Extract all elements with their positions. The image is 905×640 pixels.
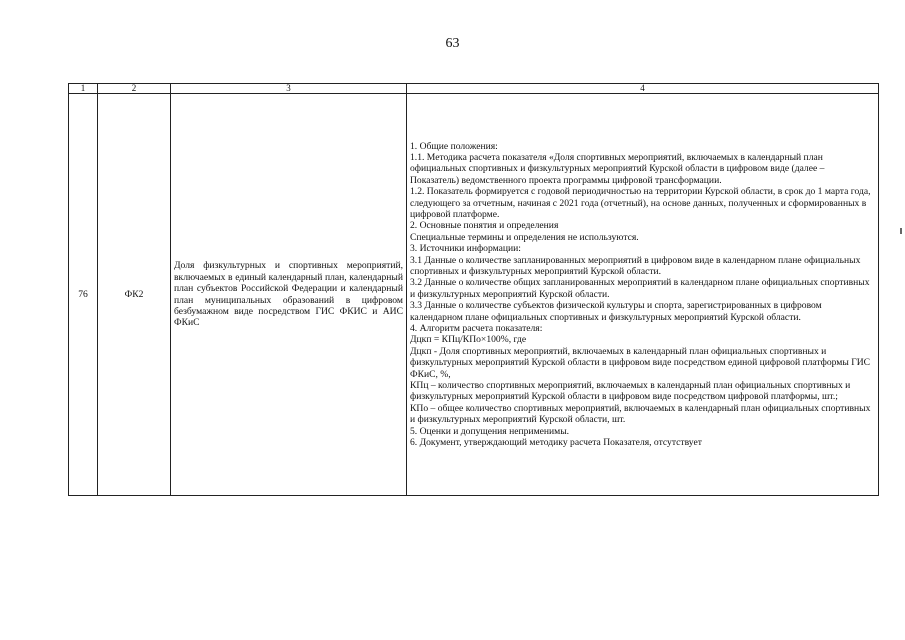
method-line: 5. Оценки и допущения неприменимы. [410,425,570,437]
method-line: Дцкп - Доля спортивных мероприятий, включаемых в календарный план официальных спортивных и физкультурных мероприятий Курской области в цифровом виде посредством единой цифровой платформы ГИС ФКиС, %, [410,345,871,380]
column-header-1: 1 [69,84,98,94]
method-line: 3.2 Данные о количестве общих запланированных мероприятий в календарном плане официальных спортивных и физкультурных мероприятий Курской области. [410,277,870,300]
method-line: 3. Источники информации: [410,243,521,255]
page-number: 63 [445,36,460,51]
indicator-code: ФК2 [98,94,171,496]
method-line: 1.2. Показатель формируется с годовой периодичностью на территории Курской области, в срок до 1 марта года, следующего за отчетным, начиная с 2021 года (отчетный), на основе данных, полученных и сформированных в цифровой платформе. [410,186,871,220]
table-row [69,94,879,496]
method-line: 2. Основные понятия и определения [410,220,559,232]
column-header-2: 2 [98,84,171,94]
method-line: 1. Общие положения: [410,140,498,152]
method-line: 3.3 Данные о количестве субъектов физической культуры и спорта, зарегистрированных в цифровом календарном плане официальных спортивных и физкультурных мероприятий Курской области. [410,300,822,323]
method-line: Специальные термины и определения не используются. [410,231,639,243]
column-header-3: 3 [171,84,407,94]
method-line: Дцкп = КПц/КПо×100%, где [410,334,527,346]
indicator-name: Доля физкультурных и спортивных мероприятий, включаемых в единый календарный план, календарный план субъектов Российской Федерации и календарный план муниципальных образований в цифровом безбумажном виде посредством ГИС ФКИС и АИС ФКиС [171,94,407,496]
methodology-table [68,83,879,496]
method-line: КПо – общее количество спортивных мероприятий, включаемых в календарный план официальных спортивных и физкультурных мероприятий Курской области, шт. [410,402,871,426]
method-line: 4. Алгоритм расчета показателя: [410,323,543,335]
methodology-cell [407,94,879,496]
method-line: 6. Документ, утверждающий методику расчета Показателя, отсутствует [410,437,702,449]
method-line: 3.1 Данные о количестве запланированных мероприятий в цифровом виде в календарном плане официальных спортивных и физкультурных мероприятий Курской области. [410,254,861,277]
header-row [69,84,879,94]
method-line: КПц – количество спортивных мероприятий, включаемых в календарный план официальных спортивных и физкультурных мероприятий Курской области в цифровом виде посредством цифровой платформы, шт.; [410,380,851,403]
scan-edge-mark [900,228,902,234]
method-line: 1.1. Методика расчета показателя «Доля спортивных мероприятий, включаемых в календарный план официальных спортивных и физкультурных мероприятий Курской области в цифровом виде (далее – Показатель) ведомственного проекта программы цифровой трансформации. [410,151,825,186]
row-number: 76 [69,94,98,496]
column-header-4: 4 [407,84,879,94]
